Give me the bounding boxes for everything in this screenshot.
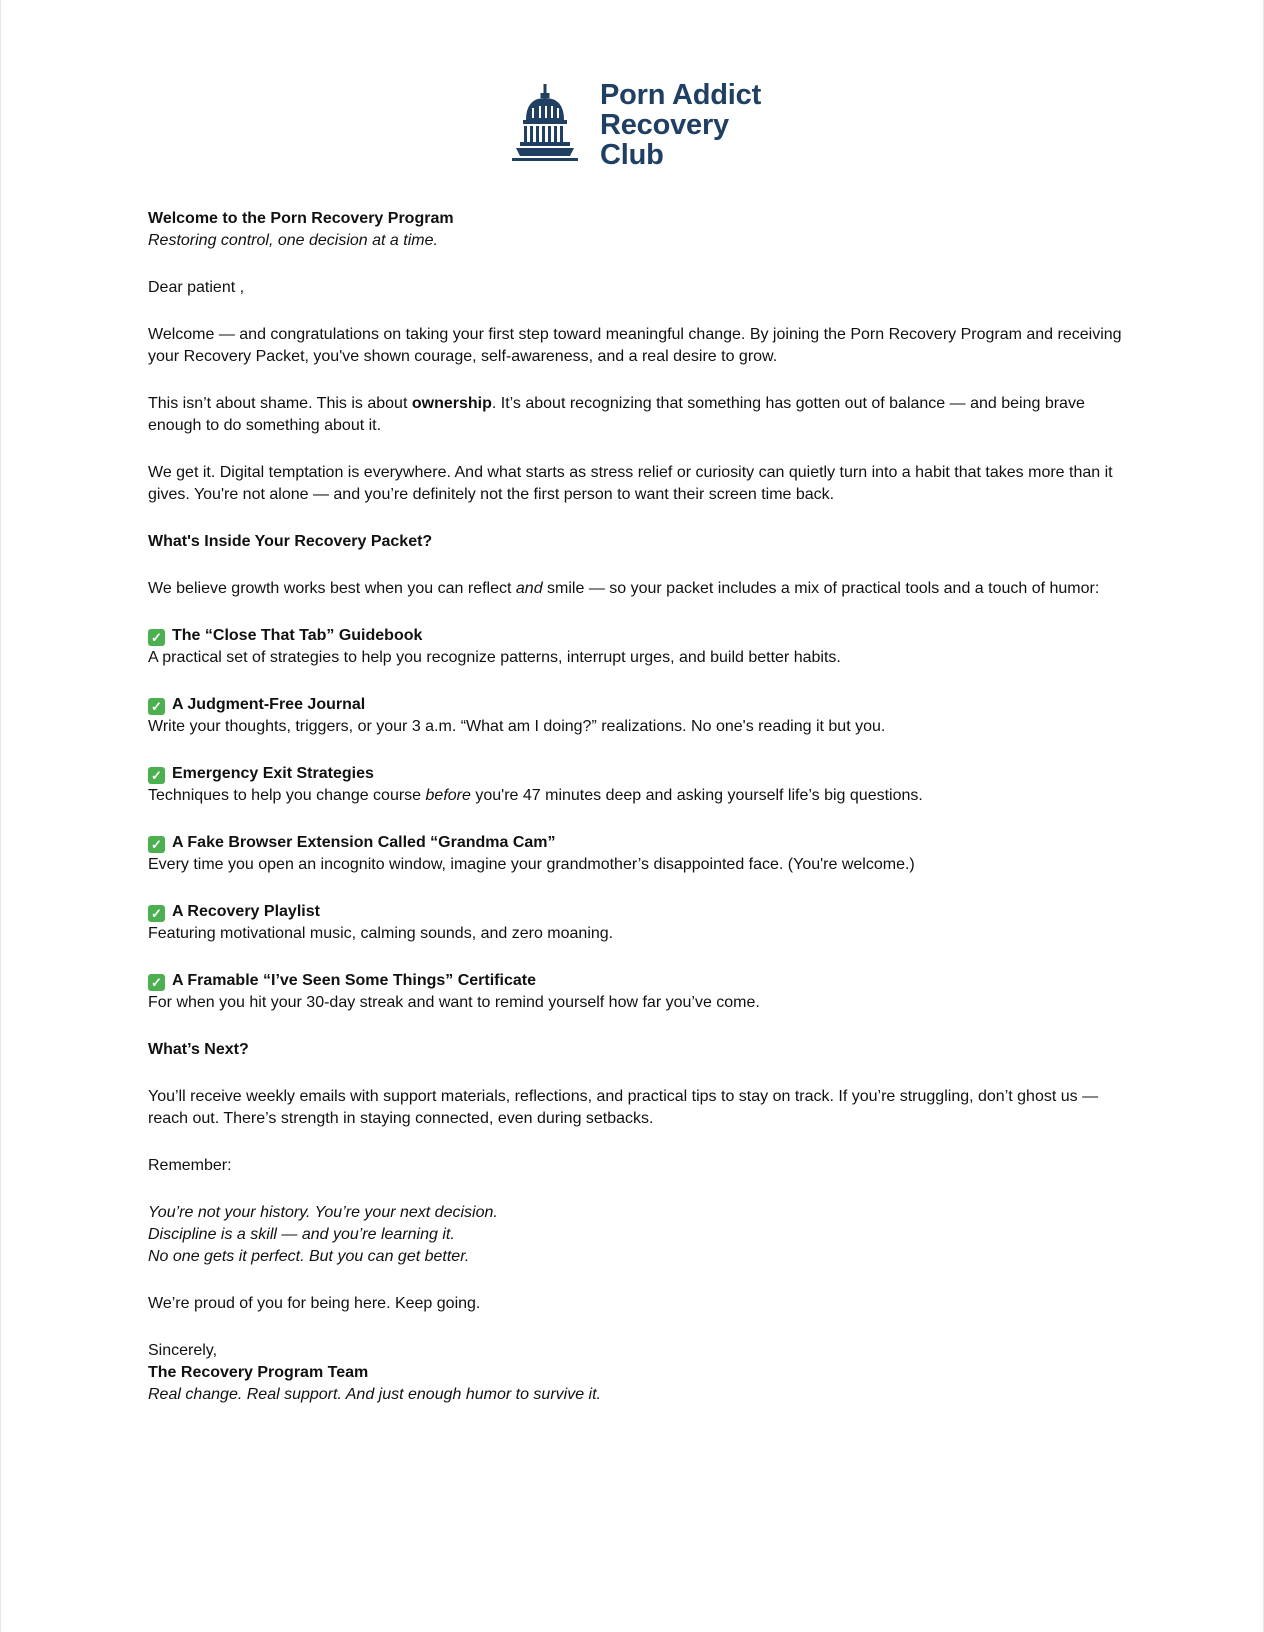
team-tagline: Real change. Real support. And just enough humor to survive it. [148, 1386, 601, 1403]
packet-item [148, 763, 1128, 807]
checkmark-icon: ✓ [148, 698, 165, 715]
packet-item-desc: Techniques to help you change course before you're 47 minutes deep and asking yourself life’s big questions. [148, 787, 923, 804]
team-name: The Recovery Program Team [148, 1364, 369, 1381]
letter-subtitle: Restoring control, one decision at a time. [148, 232, 438, 249]
remember-lines [148, 1202, 1128, 1268]
letter-body [148, 208, 1128, 1406]
letter-title: Welcome to the Porn Recovery Program [148, 210, 454, 227]
packet-intro: We believe growth works best when you can reflect and smile — so your packet includes a mix of practical tools and a touch of humor: [148, 580, 1100, 597]
intro-paragraph-2: This isn’t about shame. This is about ownership. It’s about recognizing that something has gotten out of balance — and being brave enough to do something about it. [148, 395, 1085, 434]
packet-item [148, 694, 1128, 738]
packet-item-desc: Every time you open an incognito window, imagine your grandmother’s disappointed face. (You're welcome.) [148, 856, 915, 873]
packet-item-title: A Fake Browser Extension Called “Grandma Cam” [172, 834, 556, 851]
capitol-dome-icon [512, 84, 578, 166]
logo-line-3: Club [600, 139, 664, 171]
packet-heading: What's Inside Your Recovery Packet? [148, 533, 433, 550]
packet-item [148, 832, 1128, 876]
logo-line-1: Porn Addict [600, 79, 762, 111]
packet-item-title: The “Close That Tab” Guidebook [172, 627, 423, 644]
packet-item-desc: Write your thoughts, triggers, or your 3 a.m. “What am I doing?” realizations. No one's reading it but you. [148, 718, 886, 735]
packet-item-title: A Recovery Playlist [172, 903, 320, 920]
packet-item [148, 625, 1128, 669]
packet-item-desc: A practical set of strategies to help you recognize patterns, interrupt urges, and build better habits. [148, 649, 841, 666]
intro-paragraph-1: Welcome — and congratulations on taking your first step toward meaningful change. By joining the Porn Recovery Program and receiving your Recovery Packet, you've shown courage, self-awareness, and a real desire to grow. [148, 326, 1122, 365]
remember-line: Discipline is a skill — and you’re learning it. [148, 1226, 455, 1243]
packet-item-title: Emergency Exit Strategies [172, 765, 374, 782]
packet-item [148, 901, 1128, 945]
packet-item-desc: Featuring motivational music, calming sounds, and zero moaning. [148, 925, 614, 942]
proud-line: We’re proud of you for being here. Keep going. [148, 1295, 481, 1312]
checkmark-icon: ✓ [148, 905, 165, 922]
remember-line: No one gets it perfect. But you can get better. [148, 1248, 470, 1265]
checkmark-icon: ✓ [148, 974, 165, 991]
greeting: Dear patient , [148, 279, 245, 296]
remember-label: Remember: [148, 1157, 232, 1174]
packet-item-desc: For when you hit your 30-day streak and want to remind yourself how far you’ve come. [148, 994, 760, 1011]
next-heading: What’s Next? [148, 1041, 249, 1058]
packet-item-title: A Judgment-Free Journal [172, 696, 366, 713]
remember-line: You’re not your history. You’re your next decision. [148, 1204, 498, 1221]
intro-paragraph-3: We get it. Digital temptation is everywhere. And what starts as stress relief or curiosity can quietly turn into a habit that takes more than it gives. You're not alone — and you’re definitely not the first person to want their screen time back. [148, 464, 1113, 503]
next-text: You’ll receive weekly emails with support materials, reflections, and practical tips to stay on track. If you’re struggling, don’t ghost us — reach out. There’s strength in staying connected, even during setbacks. [148, 1088, 1099, 1127]
sincerely: Sincerely, [148, 1342, 218, 1359]
packet-item-title: A Framable “I’ve Seen Some Things” Certificate [172, 972, 536, 989]
logo-line-2: Recovery [600, 109, 729, 141]
checkmark-icon: ✓ [148, 836, 165, 853]
checkmark-icon: ✓ [148, 767, 165, 784]
signature-block [148, 1340, 1128, 1406]
packet-item [148, 970, 1128, 1014]
club-logo [512, 80, 761, 170]
checkmark-icon: ✓ [148, 629, 165, 646]
ownership-emphasis: ownership [411, 395, 492, 412]
